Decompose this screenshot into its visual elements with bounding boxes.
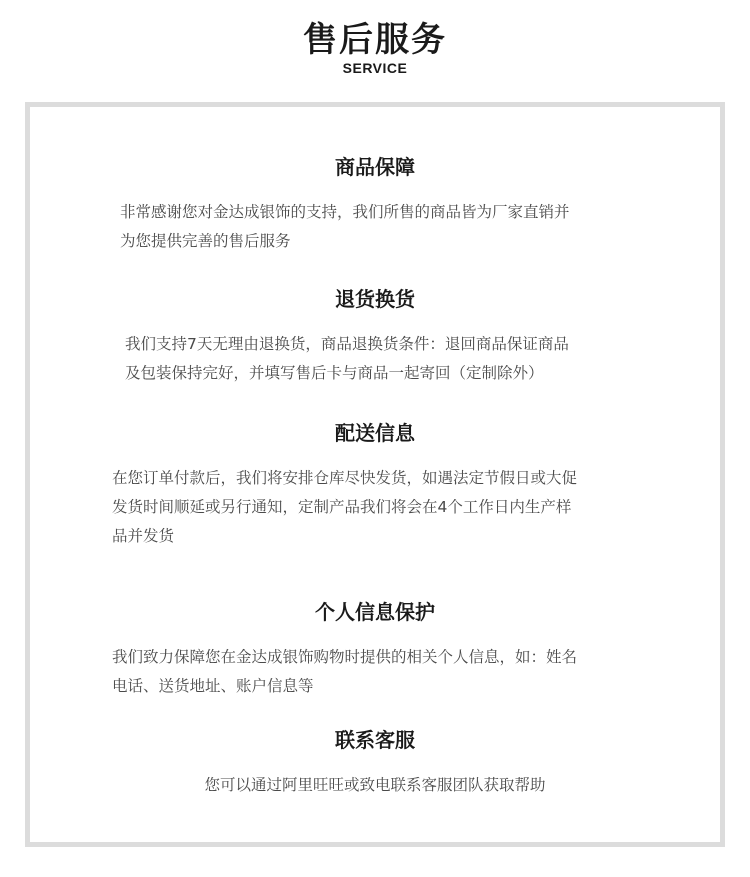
service-info-panel	[25, 102, 725, 847]
section-line: 我们致力保障您在金达成银饰购物时提供的相关个人信息，如：姓名	[112, 648, 578, 666]
section-privacy-protection	[30, 599, 720, 701]
section-title: 退货换货	[335, 287, 415, 311]
section-line: 我们支持7天无理由退换货，商品退换货条件：退回商品保证商品	[125, 335, 569, 353]
section-body	[30, 643, 720, 701]
section-line: 发货时间顺延或另行通知，定制产品我们将会在4个工作日内生产样	[112, 498, 572, 516]
section-body	[30, 771, 720, 800]
section-body	[30, 330, 720, 388]
page-subtitle: SERVICE	[342, 60, 408, 76]
section-title: 个人信息保护	[315, 600, 435, 624]
section-body	[30, 198, 720, 256]
section-line: 及包装保持完好，并填写售后卡与商品一起寄回（定制除外）	[125, 364, 544, 382]
section-product-guarantee	[30, 154, 720, 256]
section-customer-service	[30, 727, 720, 800]
section-line: 您可以通过阿里旺旺或致电联系客服团队获取帮助	[204, 776, 546, 794]
section-line: 电话、送货地址、账户信息等	[112, 677, 314, 695]
section-returns-exchanges	[30, 286, 720, 388]
section-title: 联系客服	[335, 728, 415, 752]
section-delivery-info	[30, 420, 720, 551]
section-line: 非常感谢您对金达成银饰的支持，我们所售的商品皆为厂家直销并	[120, 203, 570, 221]
section-title: 配送信息	[335, 421, 415, 445]
page-title: 售后服务	[303, 20, 447, 60]
section-title: 商品保障	[335, 155, 415, 179]
page-header	[0, 18, 750, 76]
section-body	[30, 464, 720, 551]
section-line: 为您提供完善的售后服务	[120, 232, 291, 250]
section-line: 品并发货	[112, 527, 175, 545]
section-line: 在您订单付款后，我们将安排仓库尽快发货，如遇法定节假日或大促	[112, 469, 578, 487]
